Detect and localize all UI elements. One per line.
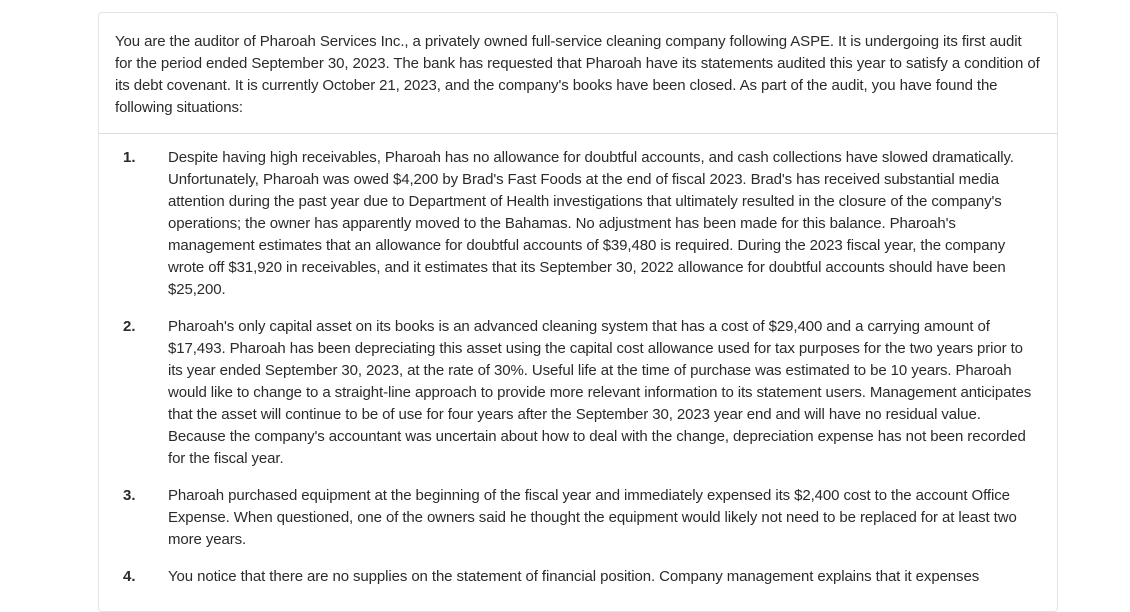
list-item [99,316,1057,470]
item-number: 2. [123,318,136,335]
item-text: Despite having high receivables, Pharoah has no allowance for doubtful accounts, and cash collections have slowed dramatically. Unfortunately, Pharoah was owed $4,200 by Brad's Fast Foods at the end of fiscal 2023. Brad's has received substantial media attention during the past year due to Department of Health investigations that ultimately resulted in the closure of the company's operations; the owner has apparently moved to the Bahamas. No adjustment has been made for this balance. Pharoah's management estimates that an allowance for doubtful accounts of $39,480 is required. During the 2023 fiscal year, the company wrote off $31,920 in receivables, and it estimates that its September 30, 2022 allowance for doubtful accounts should have been $25,200. [168,149,1014,298]
list-item [99,147,1057,301]
intro-paragraph: You are the auditor of Pharoah Services Inc., a privately owned full-service cleaning company following ASPE. It is undergoing its first audit for the period ended September 30, 2023. The bank has requested that Pharoah have its statements audited this year to satisfy a condition of its debt covenant. It is currently October 21, 2023, and the company's books have been closed. As part of the audit, you have found the following situations: [115,33,1040,116]
item-text: Pharoah purchased equipment at the beginning of the fiscal year and immediately expensed its $2,400 cost to the account Office Expense. When questioned, one of the owners said he thought the equipment would likely not need to be replaced for at least two more years. [168,487,1017,548]
intro-section [99,13,1057,134]
item-text: Pharoah's only capital asset on its books is an advanced cleaning system that has a cost of $29,400 and a carrying amount of $17,493. Pharoah has been depreciating this asset using the capital cost allowance used for tax purposes for the two years prior to its year ended September 30, 2023, at the rate of 30%. Useful life at the time of purchase was estimated to be 10 years. Pharoah would like to change to a straight-line approach to provide more relevant information to its statement users. Management anticipates that the asset will continue to be of use for four years after the September 30, 2023 year end and will have no residual value. Because the company's accountant was uncertain about how to deal with the change, depreciation expense has not been recorded for the fiscal year. [168,318,1032,467]
item-number: 4. [123,568,136,585]
item-number: 1. [123,149,136,166]
item-text: You notice that there are no supplies on the statement of financial position. Company management explains that it expenses [168,568,980,585]
situations-list [99,147,1057,603]
list-item [99,566,1057,588]
question-card [98,12,1058,612]
item-number: 3. [123,487,136,504]
list-item [99,485,1057,551]
